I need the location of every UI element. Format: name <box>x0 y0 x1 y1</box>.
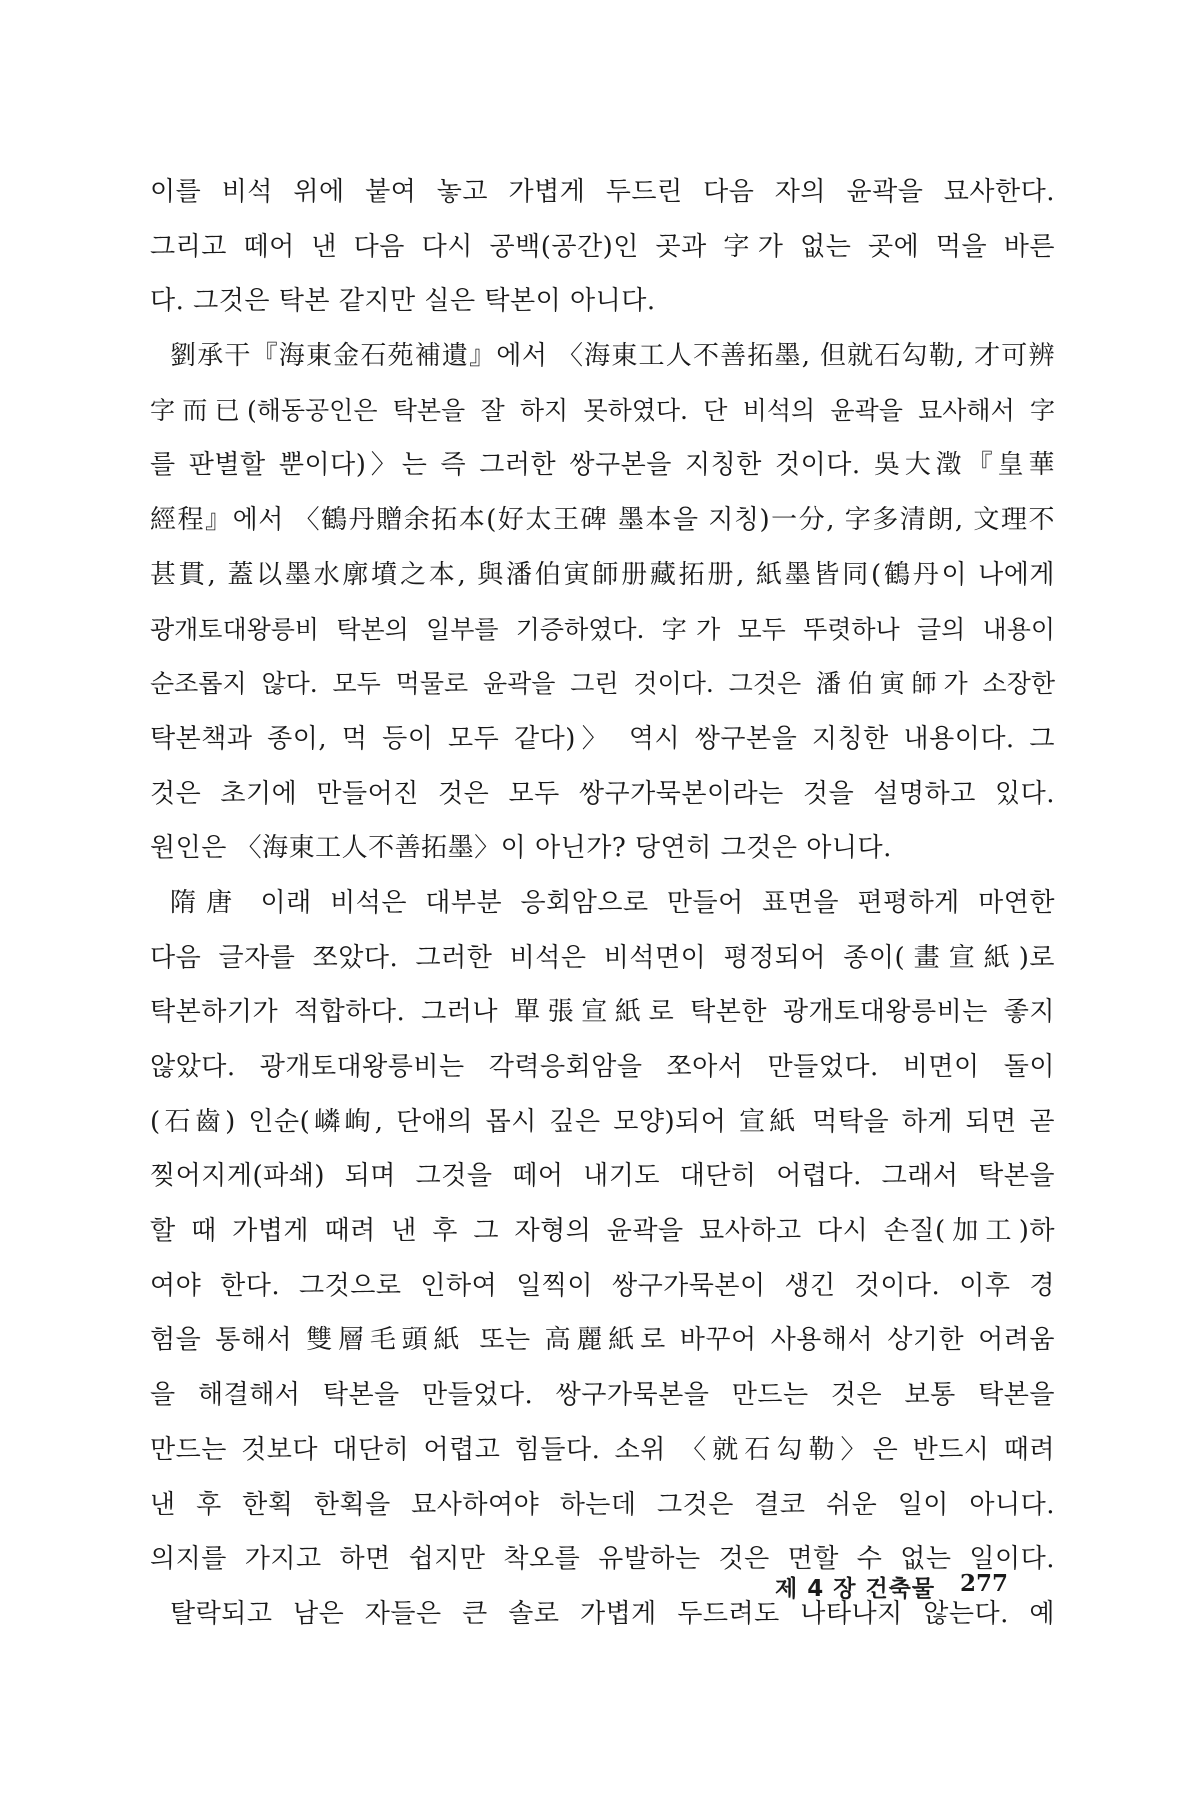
text-line: 탈락되고 남은 자들은 큰 솔로 가볍게 두드려도 나타나지 않는다. 예 <box>170 1598 1055 1629</box>
text-line: 를 판별할 뿐이다)〉는 즉 그러한 쌍구본을 지칭한 것이다. 吳大澂『皇華 <box>150 450 1055 481</box>
text-line: (石齒) 인순(嶙峋, 단애의 몹시 깊은 모양)되어 宣紙 먹탁을 하게 되면 곧 <box>150 1106 1055 1137</box>
page-number: 277 <box>960 1570 1009 1597</box>
text-line: 여야 한다. 그것으로 인하여 일찍이 쌍구가묵본이 생긴 것이다. 이후 경 <box>150 1270 1055 1301</box>
text-line: 을 해결해서 탁본을 만들었다. 쌍구가묵본을 만드는 것은 보통 탁본을 <box>150 1380 1055 1411</box>
text-line: 隋唐 이래 비석은 대부분 응회암으로 만들어 표면을 편평하게 마연한 <box>170 887 1055 918</box>
text-line: 다음 글자를 쪼았다. 그러한 비석은 비석면이 평정되어 종이(畫宣紙)로 <box>150 942 1055 973</box>
text-line: 탁본하기가 적합하다. 그러나 單張宣紙로 탁본한 광개토대왕릉비는 좋지 <box>150 997 1055 1028</box>
text-line: 다. 그것은 탁본 같지만 실은 탁본이 아니다. <box>150 286 656 317</box>
text-line: 찢어지게(파쇄) 되며 그것을 떼어 내기도 대단히 어렵다. 그래서 탁본을 <box>150 1161 1055 1192</box>
text-line: 만드는 것보다 대단히 어렵고 힘들다. 소위 〈就石勾勒〉은 반드시 때려 <box>150 1434 1055 1465</box>
text-line: 광개토대왕릉비 탁본의 일부를 기증하였다. 字가 모두 뚜렷하나 글의 내용이 <box>150 614 1055 644</box>
text-line: 것은 초기에 만들어진 것은 모두 쌍구가묵본이라는 것을 설명하고 있다. <box>150 778 1055 809</box>
text-line: 낸 후 한획 한획을 묘사하여야 하는데 그것은 결코 쉬운 일이 아니다. <box>150 1489 1055 1520</box>
text-line: 않았다. 광개토대왕릉비는 각력응회암을 쪼아서 만들었다. 비면이 돌이 <box>150 1052 1055 1082</box>
text-line: 할 때 가볍게 때려 낸 후 그 자형의 윤곽을 묘사하고 다시 손질(加工)하 <box>150 1216 1055 1247</box>
text-line: 순조롭지 않다. 모두 먹물로 윤곽을 그린 것이다. 그것은 潘伯寅師가 소장한 <box>150 669 1055 699</box>
text-line: 劉承干『海東金石苑補遺』에서 〈海東工人不善拓墨, 但就石勾勒, 才可辨 <box>170 341 1055 372</box>
chapter-title: 제 4 장 건축물 <box>775 1576 936 1602</box>
text-line: 의지를 가지고 하면 쉽지만 착오를 유발하는 것은 면할 수 없는 일이다. <box>150 1544 1055 1575</box>
text-line: 원인은 〈海東工人不善拓墨〉이 아닌가? 당연히 그것은 아니다. <box>150 833 892 864</box>
text-line: 험을 통해서 雙層毛頭紙 또는 高麗紙로 바꾸어 사용해서 상기한 어려움 <box>150 1325 1055 1356</box>
text-line: 탁본책과 종이, 먹 등이 모두 같다)〉 역시 쌍구본을 지칭한 내용이다. 그 <box>150 723 1055 754</box>
text-line: 字而已(해동공인은 탁본을 잘 하지 못하였다. 단 비석의 윤곽을 묘사해서 字 <box>150 395 1055 425</box>
text-line: 甚貫, 蓋以墨水廓墳之本, 與潘伯寅師册藏拓册, 紙墨皆同(鶴丹이 나에게 <box>150 559 1055 590</box>
text-line: 經程』에서 〈鶴丹贈余拓本(好太王碑 墨本을 지칭)一分, 字多清朗, 文理不 <box>150 505 1055 536</box>
page-footer <box>0 1570 1200 1610</box>
text-line: 이를 비석 위에 붙여 놓고 가볍게 두드린 다음 자의 윤곽을 묘사한다. <box>150 177 1055 207</box>
document-page <box>150 165 1055 1642</box>
text-line: 그리고 떼어 낸 다음 다시 공백(공간)인 곳과 字가 없는 곳에 먹을 바른 <box>150 231 1055 262</box>
